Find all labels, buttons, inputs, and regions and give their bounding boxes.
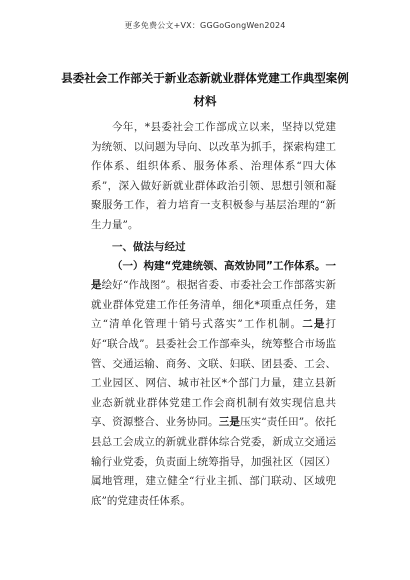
paragraph-bold-marker: 二是 bbox=[302, 318, 326, 331]
document-body bbox=[91, 118, 336, 511]
section-paragraph bbox=[91, 257, 336, 512]
paragraph-text: 绘好“作战图”。根据省委、市委社会工作部落实新就业群体党建工作任务清单，细化*项重点任务，建立“清单化管理十销号式落实”工作机制。 bbox=[91, 279, 336, 331]
paragraph-bold-marker: 三是 bbox=[218, 416, 240, 429]
section-heading: 一、做法与经过 bbox=[112, 240, 186, 253]
paragraph-text: 打好“联合战”。县委社会工作部牵头，统筹整合市场监管、交通运输、商务、文联、妇联、团县委、工会、工业园区、网信、城市社区*个部门力量，建立县新业态新就业群体党建工作会商机制有效实现信息共享、资源整合、业务协同。 bbox=[91, 318, 336, 429]
header-note: 更多免费公文+VX：GGGoGongWen2024 bbox=[124, 21, 286, 30]
paragraph-text: 压实“责任田”。依托县总工会成立的新就业群体综合党委，新成立交通运输行业党委，负责面上统筹指导，加强社区（园区）属地管理，建立健全“行业主抓、部门联动、区域兜底”的党建责任体系。 bbox=[91, 416, 337, 507]
document-title: 县委社会工作部关于新业态新就业群体党建工作典型案例材料 bbox=[61, 71, 349, 108]
intro-paragraph: 今年，*县委社会工作部成立以来，坚持以党建为统领、以问题为导向、以改革为抓手，探索构建工作体系、组织体系、服务体系、治理体系“四大体系”，深入做好新就业群体政治引领、思想引领和凝聚服务工作，着力培育一支积极参与基层治理的“新生力量”。 bbox=[91, 121, 336, 231]
paragraph-lead-bold: （一）构建“党建统领、高效协同”工作体系。一是 bbox=[91, 259, 336, 292]
